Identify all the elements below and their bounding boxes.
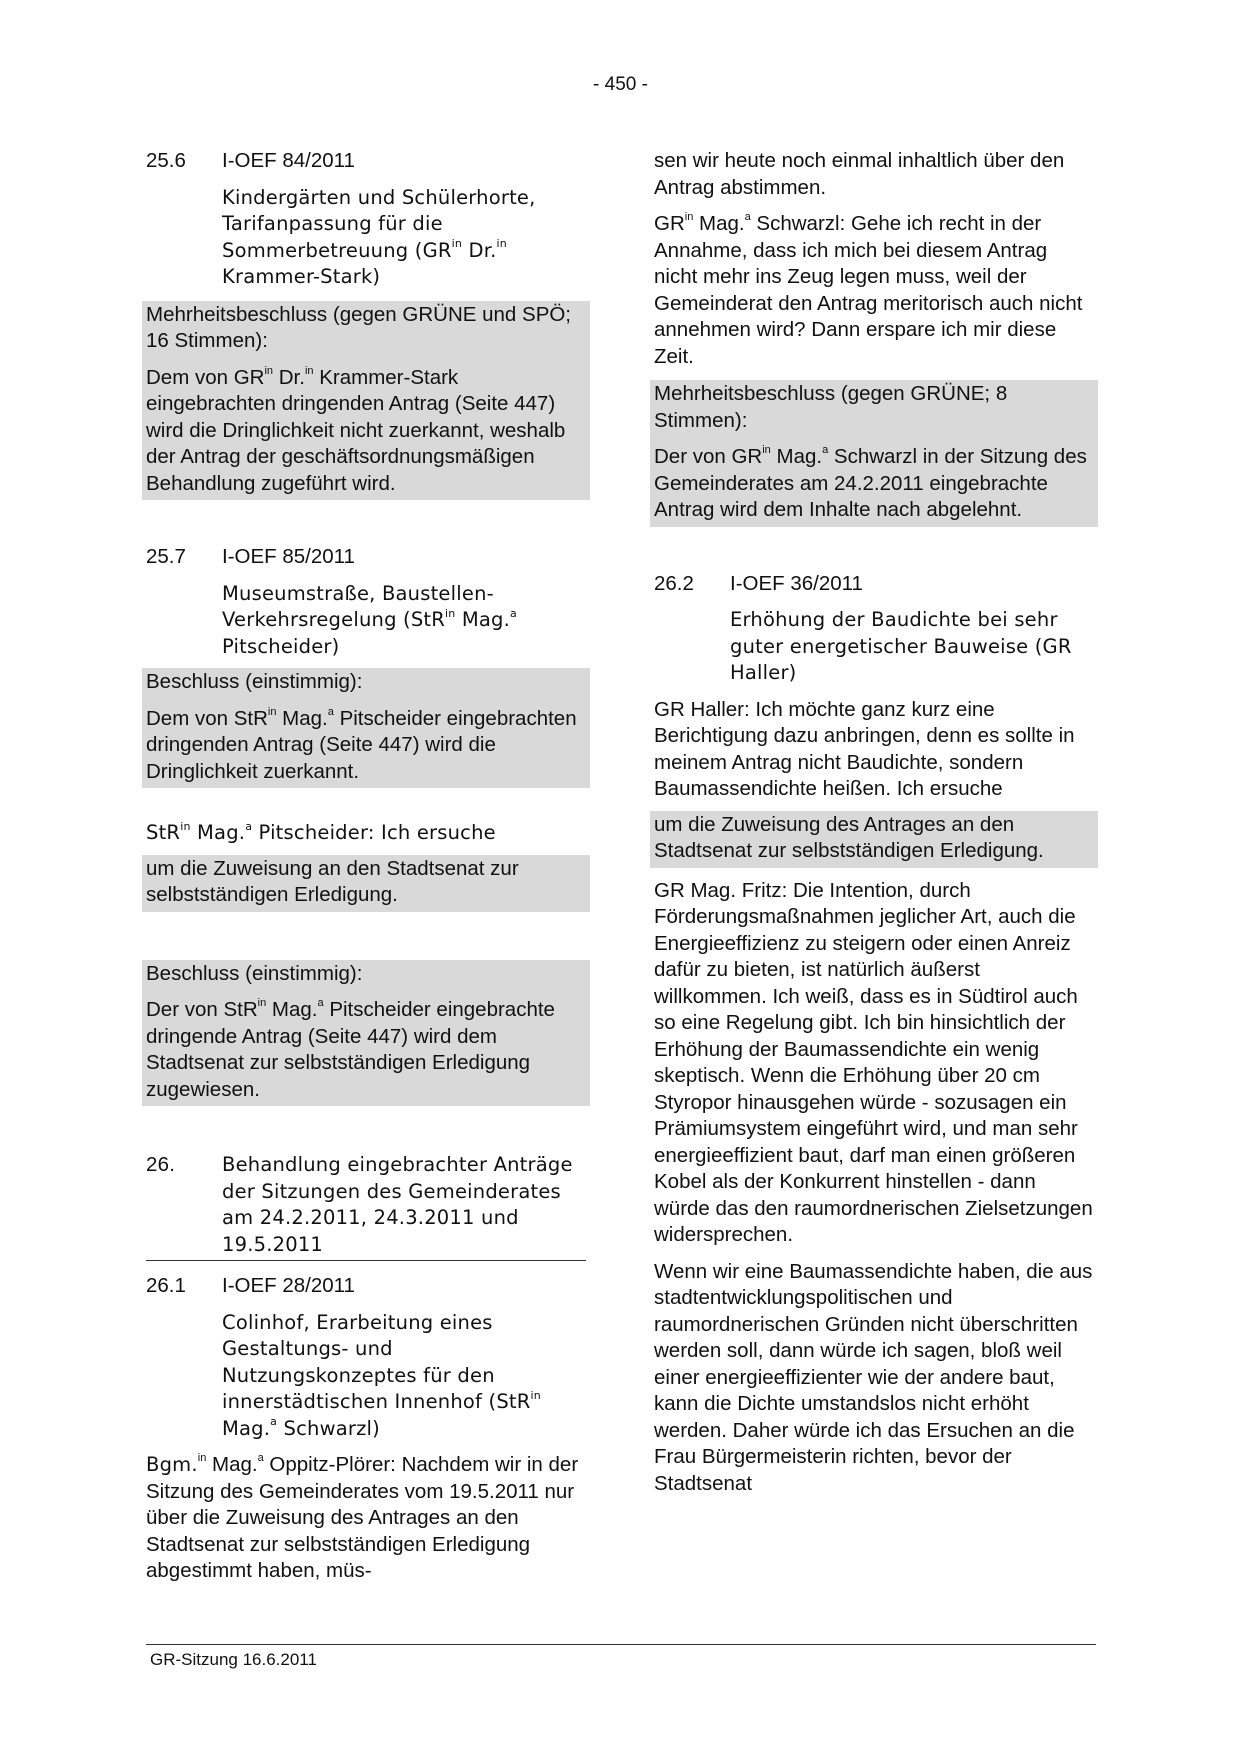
agenda-item-26-2 [654,571,1094,1498]
request-text: um die Zuweisung an den Stadtsenat zur selbstständigen Erledigung. [146,856,519,906]
request-box [650,811,1098,868]
item-number: 25.6 [146,149,186,172]
item-code: I-OEF 36/2011 [730,571,863,595]
resolution-box [142,960,590,1107]
item-header [146,1273,586,1300]
speaker-statement: Bgm.$^{in}$ Mag.$^a$ Oppitz-Plörer: Nachdem wir in der Sitzung des Gemeinderates vom 19.5.2011 nur über die Zuweisung des Antrages an den Stadtsenat zur selbstständigen Erledigung abgestimmt haben, müs- [146,1452,579,1582]
page-number: - 450 - [593,74,648,95]
speaker-statement: $GR^{in}$ Mag.$^a$ Schwarzl: Gehe ich recht in der Annahme, dass ich mich bei diesem Antrag nicht mehr ins Zeug legen muss, weil der Gemeinderat den Antrag meritorisch auch nicht annehmen wird? Dann erspare ich mir diese Zeit. [654,211,1083,368]
item-code: I-OEF 85/2011 [222,545,355,568]
item-header [146,544,586,571]
resolution-text: Der von $GR^{in}$ Mag.$^a$ Schwarzl in der Sitzung des Gemeinderates am 24.2.2011 eingebrachte Antrag wird dem Inhalte nach abgelehnt. [654,444,1087,521]
speaker-statement: GR Mag. Fritz: Die Intention, durch Förderungsmaßnahmen jeglicher Art, auch die Energieeffizienz zu steigern oder einen Anreiz dafür zu bieten, ist natürlich äußerst willkommen. Ich weiß, dass es in Südtirol auch so eine Regelung gibt. Ich bin hinsichtlich der Erhöhung der Baumassendichte ein wenig skeptisch. Wenn die Erhöhung über 20 cm Styropor hinausgehen würde - sozusagen ein Prämiumsystem eingeführt wird, und man sehr energieeffizient baut, darf man einen größeren Kobel als der Konkurrent hinstellen - dann würde das den raumordnerischen Zielsetzungen widersprechen. [654,878,1093,1246]
paragraph: Wenn wir eine Baumassendichte haben, die aus stadtentwicklungspolitischen und raumordnerischen Gründen nicht überschritten werden soll, dann würde ich sagen, bloß weil einer energieeffizienter wie der andere baut, kann die Dichte umstandslos nicht erhöht werden. Daher würde ich das Ersuchen an die Frau Bürgermeisterin richten, bevor der Stadtsenat [654,1259,1093,1495]
item-header [146,148,586,175]
item-number: 26.1 [146,1274,186,1297]
resolution-text: Dem von StR$^{in}$ Mag.$^a$ Pitscheider eingebrachten dringenden Antrag (Seite 447) wird die Dringlichkeit zuerkannt. [146,705,577,783]
item-number: 25.7 [146,545,186,568]
item-number: 26.2 [654,571,694,595]
resolution-text: Der von StR$^{in}$ Mag.$^a$ Pitscheider eingebrachte dringende Antrag (Seite 447) wird dem Stadtsenat zur selbstständigen Erledigung zugewiesen. [146,997,555,1101]
item-code: I-OEF 28/2011 [222,1274,355,1297]
agenda-item-25-6 [146,148,586,500]
item-title: Kindergärten und Schülerhorte, Tarifanpassung für die Sommerbetreuung ($GR^{in}$ Dr.$^{in}$ Krammer-Stark) [222,185,536,288]
item-code: I-OEF 84/2011 [222,149,355,172]
resolution-text: Dem von $GR^{in}$ Dr.$^{in}$ Krammer-Stark eingebrachten dringenden Antrag (Seite 447) wird die Dringlichkeit nicht zuerkannt, weshalb der Antrag der geschäftsordnungsmäßigen Behandlung zugeführt wird. [146,364,566,495]
request-text: um die Zuweisung des Antrages an den Stadtsenat zur selbstständigen Erledigung. [654,812,1044,862]
resolution-box [650,380,1098,527]
resolution-type: Beschluss (einstimmig): [146,961,363,985]
resolution-type: Mehrheitsbeschluss (gegen GRÜNE und SPÖ; 16 Stimmen): [146,302,572,352]
agenda-item-25-7 [146,544,586,1106]
footer-divider [146,1644,1096,1645]
section-26-heading [146,1152,586,1261]
agenda-item-26-1 [146,1273,586,1585]
item-title: Colinhof, Erarbeitung eines Gestaltungs- und Nutzungskonzeptes für den innerstädtischen Innenhof (StR$^{in}$ Mag.$^a$ Schwarzl) [222,1310,541,1440]
resolution-box [142,668,590,788]
resolution-type: Beschluss (einstimmig): [146,670,363,693]
request-box [142,855,590,912]
item-title: Museumstraße, Baustellen-Verkehrsregelung (StR$^{in}$ Mag.$^a$ Pitscheider) [222,581,517,658]
section-number: 26. [146,1153,176,1176]
item-header [654,571,1094,598]
resolution-box [142,301,590,501]
section-title: Behandlung eingebrachter Anträge der Sitzungen des Gemeinderates am 24.2.2011, 24.3.2011 und 19.5.2011 [222,1153,573,1256]
right-column [654,148,1094,1497]
continued-text: sen wir heute noch einmal inhaltlich über den Antrag abstimmen. [654,149,1065,199]
footer-text: GR-Sitzung 16.6.2011 [150,1650,317,1669]
speaker-statement: GR Haller: Ich möchte ganz kurz eine Berichtigung dazu anbringen, denn es sollte in meinem Antrag nicht Baudichte, sondern Baumassendichte heißen. Ich ersuche [654,697,1075,800]
item-title: Erhöhung der Baudichte bei sehr guter energetischer Bauweise (GR Haller) [730,608,1072,684]
left-column [146,148,586,1585]
speaker-statement: StR$^{in}$ Mag.$^a$ Pitscheider: Ich ersuche [146,819,496,844]
resolution-type: Mehrheitsbeschluss (gegen GRÜNE; 8 Stimmen): [654,382,1008,432]
